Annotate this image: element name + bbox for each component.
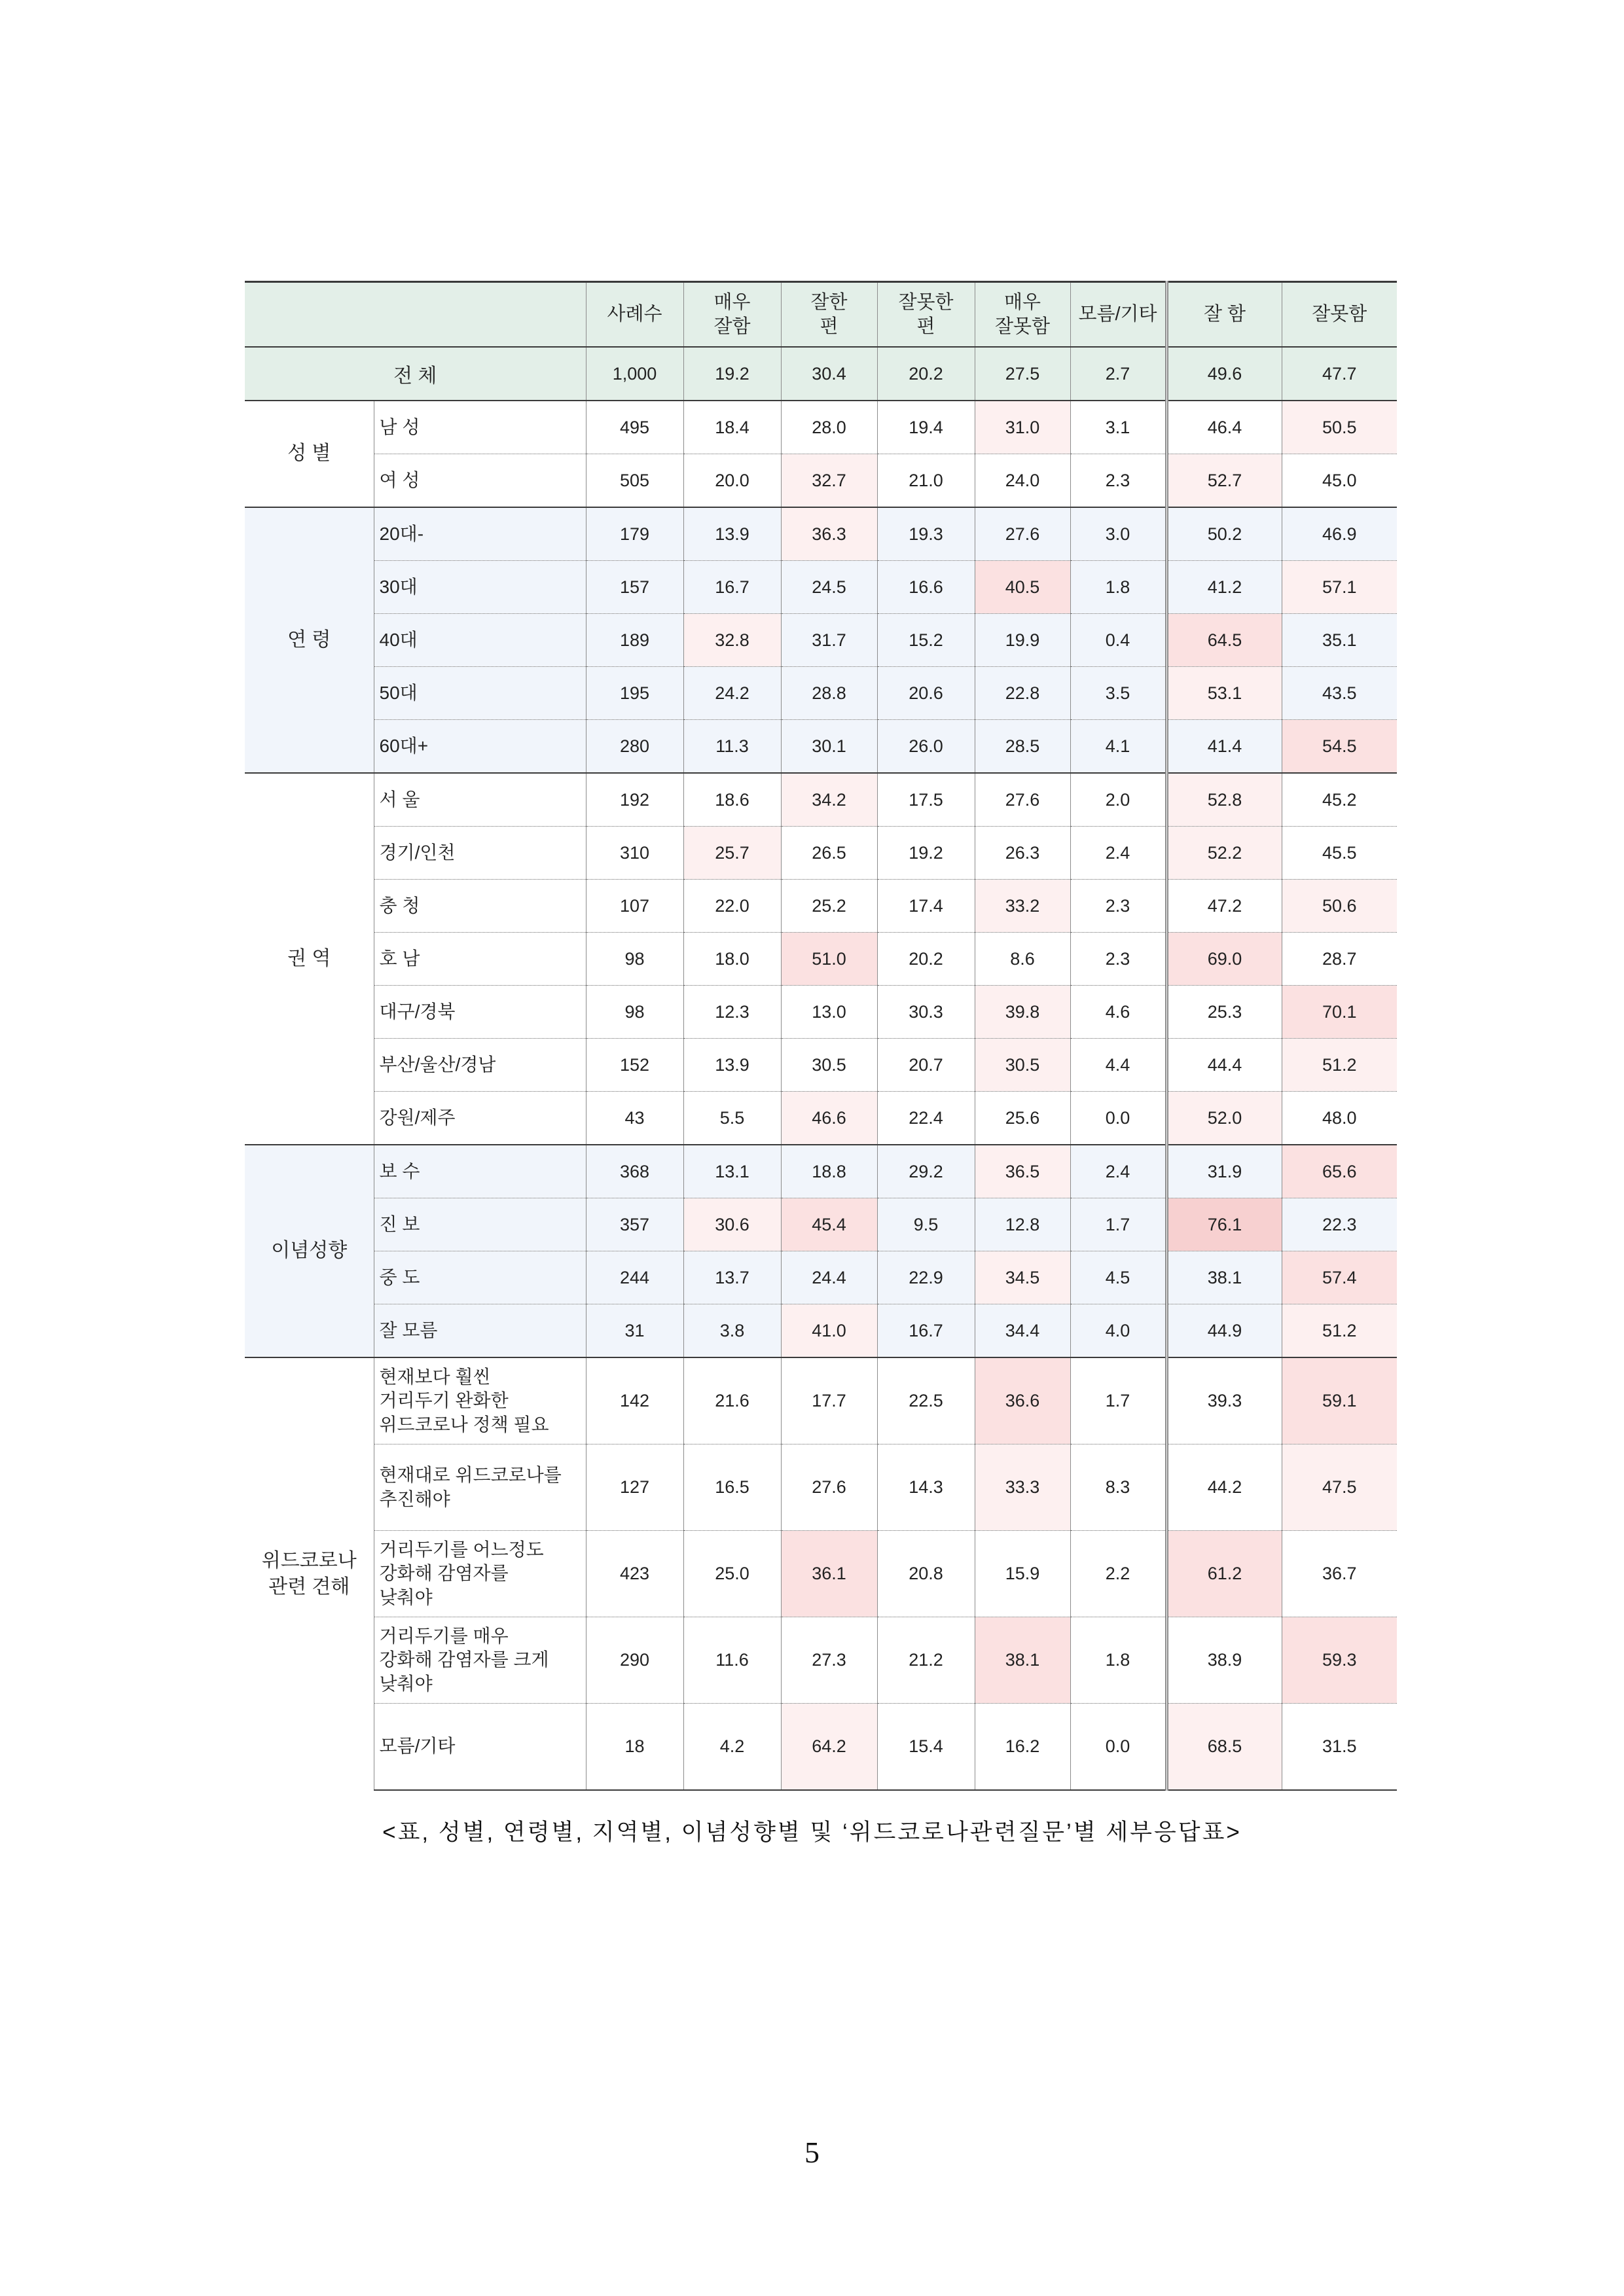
cell-dont-know: 8.3 <box>1070 1444 1166 1531</box>
cell-sample-size: 127 <box>586 1444 683 1531</box>
cell-poor-total: 31.5 <box>1282 1704 1397 1791</box>
row-label: 남 성 <box>374 401 586 454</box>
cell-somewhat-poor: 19.3 <box>877 507 975 561</box>
group-label: 위드코로나 관련 견해 <box>245 1357 374 1790</box>
cell-dont-know: 4.6 <box>1070 986 1166 1039</box>
cell-dont-know: 0.4 <box>1070 614 1166 667</box>
cell-sample-size: 179 <box>586 507 683 561</box>
cell-somewhat-good: 24.4 <box>781 1251 877 1304</box>
cell-very-good: 13.9 <box>683 507 781 561</box>
table-row <box>245 773 1397 827</box>
cell-very-good: 4.2 <box>683 1704 781 1791</box>
column-header-very-poor: 매우 잘못함 <box>975 282 1070 348</box>
cell-very-poor: 40.5 <box>975 561 1070 614</box>
cell-poor-total: 54.5 <box>1282 720 1397 774</box>
cell-somewhat-poor: 15.2 <box>877 614 975 667</box>
cell-very-poor: 33.3 <box>975 1444 1070 1531</box>
group-label: 연 령 <box>245 507 374 773</box>
table-row <box>245 561 1397 614</box>
group-label: 이념성향 <box>245 1145 374 1357</box>
cell-poor-total: 43.5 <box>1282 667 1397 720</box>
cell-very-poor: 27.6 <box>975 773 1070 827</box>
cell-poor-total: 35.1 <box>1282 614 1397 667</box>
cell-good-total: 44.2 <box>1166 1444 1282 1531</box>
cell-sample-size: 244 <box>586 1251 683 1304</box>
cell-very-poor: 24.0 <box>975 454 1070 508</box>
cell-somewhat-good: 45.4 <box>781 1198 877 1251</box>
cell-somewhat-poor: 29.2 <box>877 1145 975 1198</box>
cell-poor-total: 48.0 <box>1282 1092 1397 1145</box>
cell-sample-size: 280 <box>586 720 683 774</box>
cell-dont-know: 3.1 <box>1070 401 1166 454</box>
cell-somewhat-good: 36.1 <box>781 1531 877 1617</box>
cell-very-good: 25.0 <box>683 1531 781 1617</box>
row-label: 진 보 <box>374 1198 586 1251</box>
cell-somewhat-poor: 9.5 <box>877 1198 975 1251</box>
row-label: 40대 <box>374 614 586 667</box>
table-row <box>245 880 1397 933</box>
cell-sample-size: 107 <box>586 880 683 933</box>
cell-poor-total: 59.3 <box>1282 1617 1397 1704</box>
table-row <box>245 933 1397 986</box>
cell-poor-total: 36.7 <box>1282 1531 1397 1617</box>
cell-good-total: 64.5 <box>1166 614 1282 667</box>
table-row <box>245 1198 1397 1251</box>
cell-very-good: 22.0 <box>683 880 781 933</box>
cell-sample-size: 1,000 <box>586 347 683 401</box>
cell-somewhat-good: 26.5 <box>781 827 877 880</box>
cell-somewhat-good: 36.3 <box>781 507 877 561</box>
cell-poor-total: 45.2 <box>1282 773 1397 827</box>
cell-poor-total: 51.2 <box>1282 1039 1397 1092</box>
cell-poor-total: 47.5 <box>1282 1444 1397 1531</box>
cell-sample-size: 31 <box>586 1304 683 1358</box>
row-label: 경기/인천 <box>374 827 586 880</box>
cell-very-good: 18.4 <box>683 401 781 454</box>
cell-sample-size: 505 <box>586 454 683 508</box>
cell-somewhat-good: 24.5 <box>781 561 877 614</box>
cell-good-total: 50.2 <box>1166 507 1282 561</box>
cell-somewhat-good: 64.2 <box>781 1704 877 1791</box>
cell-very-good: 16.7 <box>683 561 781 614</box>
cell-sample-size: 189 <box>586 614 683 667</box>
table-row <box>245 1704 1397 1791</box>
cell-sample-size: 357 <box>586 1198 683 1251</box>
cell-dont-know: 2.4 <box>1070 1145 1166 1198</box>
cell-somewhat-good: 41.0 <box>781 1304 877 1358</box>
cell-dont-know: 2.3 <box>1070 933 1166 986</box>
row-label: 서 울 <box>374 773 586 827</box>
cell-sample-size: 98 <box>586 933 683 986</box>
table-row <box>245 614 1397 667</box>
row-label: 중 도 <box>374 1251 586 1304</box>
row-label: 호 남 <box>374 933 586 986</box>
row-label: 잘 모름 <box>374 1304 586 1358</box>
cell-somewhat-good: 30.4 <box>781 347 877 401</box>
cell-very-poor: 12.8 <box>975 1198 1070 1251</box>
table-row <box>245 1531 1397 1617</box>
cell-somewhat-good: 28.0 <box>781 401 877 454</box>
cell-very-good: 16.5 <box>683 1444 781 1531</box>
cell-poor-total: 47.7 <box>1282 347 1397 401</box>
cell-very-poor: 30.5 <box>975 1039 1070 1092</box>
table-row <box>245 454 1397 508</box>
response-breakdown-table <box>245 281 1397 1791</box>
cell-sample-size: 310 <box>586 827 683 880</box>
cell-somewhat-good: 30.1 <box>781 720 877 774</box>
cell-somewhat-poor: 20.2 <box>877 933 975 986</box>
cell-sample-size: 195 <box>586 667 683 720</box>
table-row <box>245 827 1397 880</box>
cell-somewhat-good: 34.2 <box>781 773 877 827</box>
cell-sample-size: 142 <box>586 1357 683 1444</box>
cell-somewhat-good: 18.8 <box>781 1145 877 1198</box>
total-row-label: 전 체 <box>245 347 586 401</box>
cell-somewhat-poor: 30.3 <box>877 986 975 1039</box>
cell-very-good: 24.2 <box>683 667 781 720</box>
cell-sample-size: 368 <box>586 1145 683 1198</box>
cell-somewhat-good: 17.7 <box>781 1357 877 1444</box>
cell-somewhat-good: 31.7 <box>781 614 877 667</box>
cell-very-good: 13.9 <box>683 1039 781 1092</box>
table-row <box>245 1444 1397 1531</box>
cell-somewhat-poor: 20.7 <box>877 1039 975 1092</box>
group-label: 성 별 <box>245 401 374 507</box>
cell-good-total: 52.8 <box>1166 773 1282 827</box>
group-label: 권 역 <box>245 773 374 1145</box>
cell-somewhat-good: 13.0 <box>781 986 877 1039</box>
table-row <box>245 1039 1397 1092</box>
cell-very-poor: 34.4 <box>975 1304 1070 1358</box>
cell-sample-size: 157 <box>586 561 683 614</box>
cell-poor-total: 28.7 <box>1282 933 1397 986</box>
cell-somewhat-poor: 16.7 <box>877 1304 975 1358</box>
cell-somewhat-poor: 22.5 <box>877 1357 975 1444</box>
cell-dont-know: 1.7 <box>1070 1198 1166 1251</box>
cell-somewhat-poor: 14.3 <box>877 1444 975 1531</box>
cell-dont-know: 1.7 <box>1070 1357 1166 1444</box>
cell-somewhat-good: 25.2 <box>781 880 877 933</box>
cell-dont-know: 4.4 <box>1070 1039 1166 1092</box>
cell-sample-size: 495 <box>586 401 683 454</box>
cell-good-total: 68.5 <box>1166 1704 1282 1791</box>
cell-very-poor: 19.9 <box>975 614 1070 667</box>
cell-somewhat-poor: 19.2 <box>877 827 975 880</box>
cell-very-poor: 36.6 <box>975 1357 1070 1444</box>
cell-very-poor: 28.5 <box>975 720 1070 774</box>
total-row <box>245 347 1397 401</box>
table-caption: <표, 성별, 연령별, 지역별, 이념성향별 및 ‘위드코로나관련질문’별 세부응답표> <box>382 1820 1242 1845</box>
cell-poor-total: 45.0 <box>1282 454 1397 508</box>
cell-somewhat-good: 27.6 <box>781 1444 877 1531</box>
cell-very-poor: 27.6 <box>975 507 1070 561</box>
cell-dont-know: 2.3 <box>1070 454 1166 508</box>
column-header-very-good: 매우 잘함 <box>683 282 781 348</box>
cell-somewhat-poor: 20.8 <box>877 1531 975 1617</box>
table-row <box>245 1251 1397 1304</box>
cell-sample-size: 98 <box>586 986 683 1039</box>
cell-somewhat-poor: 19.4 <box>877 401 975 454</box>
cell-poor-total: 50.6 <box>1282 880 1397 933</box>
column-header-good-total: 잘 함 <box>1166 282 1282 348</box>
cell-dont-know: 0.0 <box>1070 1704 1166 1791</box>
cell-sample-size: 290 <box>586 1617 683 1704</box>
cell-good-total: 46.4 <box>1166 401 1282 454</box>
cell-good-total: 52.2 <box>1166 827 1282 880</box>
cell-very-poor: 27.5 <box>975 347 1070 401</box>
column-header-poor-total: 잘못함 <box>1282 282 1397 348</box>
cell-poor-total: 57.1 <box>1282 561 1397 614</box>
cell-poor-total: 57.4 <box>1282 1251 1397 1304</box>
cell-dont-know: 2.7 <box>1070 347 1166 401</box>
cell-dont-know: 2.3 <box>1070 880 1166 933</box>
cell-dont-know: 1.8 <box>1070 1617 1166 1704</box>
cell-somewhat-good: 32.7 <box>781 454 877 508</box>
cell-somewhat-poor: 15.4 <box>877 1704 975 1791</box>
table-row <box>245 720 1397 774</box>
cell-very-poor: 34.5 <box>975 1251 1070 1304</box>
cell-good-total: 38.9 <box>1166 1617 1282 1704</box>
cell-very-good: 12.3 <box>683 986 781 1039</box>
cell-dont-know: 1.8 <box>1070 561 1166 614</box>
cell-poor-total: 46.9 <box>1282 507 1397 561</box>
cell-very-good: 20.0 <box>683 454 781 508</box>
cell-very-good: 13.7 <box>683 1251 781 1304</box>
cell-good-total: 25.3 <box>1166 986 1282 1039</box>
cell-dont-know: 2.0 <box>1070 773 1166 827</box>
table-header <box>245 282 1397 348</box>
table-row <box>245 1617 1397 1704</box>
cell-very-poor: 22.8 <box>975 667 1070 720</box>
row-label: 거리두기를 매우 강화해 감염자를 크게 낮춰야 <box>374 1617 586 1704</box>
row-label: 여 성 <box>374 454 586 508</box>
table-row <box>245 1357 1397 1444</box>
cell-dont-know: 3.0 <box>1070 507 1166 561</box>
table-body <box>245 347 1397 1790</box>
cell-very-good: 11.6 <box>683 1617 781 1704</box>
cell-poor-total: 70.1 <box>1282 986 1397 1039</box>
cell-somewhat-poor: 22.9 <box>877 1251 975 1304</box>
cell-very-good: 3.8 <box>683 1304 781 1358</box>
cell-somewhat-poor: 26.0 <box>877 720 975 774</box>
cell-good-total: 52.7 <box>1166 454 1282 508</box>
table-row <box>245 667 1397 720</box>
cell-poor-total: 22.3 <box>1282 1198 1397 1251</box>
cell-somewhat-good: 46.6 <box>781 1092 877 1145</box>
cell-dont-know: 0.0 <box>1070 1092 1166 1145</box>
table-row <box>245 1092 1397 1145</box>
row-label: 강원/제주 <box>374 1092 586 1145</box>
cell-good-total: 41.4 <box>1166 720 1282 774</box>
cell-good-total: 44.4 <box>1166 1039 1282 1092</box>
cell-very-good: 18.6 <box>683 773 781 827</box>
row-label: 부산/울산/경남 <box>374 1039 586 1092</box>
cell-sample-size: 18 <box>586 1704 683 1791</box>
cell-very-good: 32.8 <box>683 614 781 667</box>
cell-very-poor: 36.5 <box>975 1145 1070 1198</box>
row-label: 현재보다 훨씬 거리두기 완화한 위드코로나 정책 필요 <box>374 1357 586 1444</box>
cell-poor-total: 50.5 <box>1282 401 1397 454</box>
cell-very-good: 11.3 <box>683 720 781 774</box>
cell-good-total: 41.2 <box>1166 561 1282 614</box>
cell-somewhat-poor: 17.5 <box>877 773 975 827</box>
cell-sample-size: 152 <box>586 1039 683 1092</box>
cell-poor-total: 45.5 <box>1282 827 1397 880</box>
cell-very-good: 30.6 <box>683 1198 781 1251</box>
cell-good-total: 49.6 <box>1166 347 1282 401</box>
cell-somewhat-poor: 21.0 <box>877 454 975 508</box>
cell-poor-total: 65.6 <box>1282 1145 1397 1198</box>
table-row <box>245 507 1397 561</box>
cell-sample-size: 192 <box>586 773 683 827</box>
row-label: 현재대로 위드코로나를 추진해야 <box>374 1444 586 1531</box>
cell-somewhat-poor: 21.2 <box>877 1617 975 1704</box>
cell-very-poor: 15.9 <box>975 1531 1070 1617</box>
cell-very-good: 13.1 <box>683 1145 781 1198</box>
cell-good-total: 44.9 <box>1166 1304 1282 1358</box>
cell-somewhat-good: 51.0 <box>781 933 877 986</box>
header-blank-cell <box>245 282 586 348</box>
cell-somewhat-good: 30.5 <box>781 1039 877 1092</box>
cell-dont-know: 3.5 <box>1070 667 1166 720</box>
cell-somewhat-poor: 17.4 <box>877 880 975 933</box>
cell-good-total: 76.1 <box>1166 1198 1282 1251</box>
table-row <box>245 986 1397 1039</box>
cell-dont-know: 4.0 <box>1070 1304 1166 1358</box>
column-header-dont-know: 모름/기타 <box>1070 282 1166 348</box>
column-header-somewhat-poor: 잘못한 편 <box>877 282 975 348</box>
cell-somewhat-poor: 22.4 <box>877 1092 975 1145</box>
cell-very-good: 21.6 <box>683 1357 781 1444</box>
row-label: 50대 <box>374 667 586 720</box>
table-row <box>245 401 1397 454</box>
table-row <box>245 1145 1397 1198</box>
cell-good-total: 52.0 <box>1166 1092 1282 1145</box>
cell-somewhat-poor: 16.6 <box>877 561 975 614</box>
cell-dont-know: 2.2 <box>1070 1531 1166 1617</box>
cell-sample-size: 43 <box>586 1092 683 1145</box>
cell-somewhat-good: 28.8 <box>781 667 877 720</box>
row-label: 20대- <box>374 507 586 561</box>
column-header-sample-size: 사례수 <box>586 282 683 348</box>
cell-dont-know: 2.4 <box>1070 827 1166 880</box>
cell-dont-know: 4.1 <box>1070 720 1166 774</box>
cell-very-poor: 39.8 <box>975 986 1070 1039</box>
page-number: 5 <box>804 2136 820 2169</box>
cell-very-poor: 26.3 <box>975 827 1070 880</box>
cell-very-poor: 25.6 <box>975 1092 1070 1145</box>
cell-very-poor: 8.6 <box>975 933 1070 986</box>
row-label: 보 수 <box>374 1145 586 1198</box>
cell-very-good: 18.0 <box>683 933 781 986</box>
header-row <box>245 282 1397 348</box>
cell-good-total: 69.0 <box>1166 933 1282 986</box>
cell-very-poor: 31.0 <box>975 401 1070 454</box>
cell-very-good: 5.5 <box>683 1092 781 1145</box>
cell-very-poor: 33.2 <box>975 880 1070 933</box>
cell-very-good: 19.2 <box>683 347 781 401</box>
cell-sample-size: 423 <box>586 1531 683 1617</box>
cell-very-poor: 16.2 <box>975 1704 1070 1791</box>
cell-somewhat-poor: 20.6 <box>877 667 975 720</box>
cell-very-good: 25.7 <box>683 827 781 880</box>
row-label: 모름/기타 <box>374 1704 586 1791</box>
row-label: 30대 <box>374 561 586 614</box>
cell-poor-total: 59.1 <box>1282 1357 1397 1444</box>
cell-good-total: 39.3 <box>1166 1357 1282 1444</box>
cell-good-total: 31.9 <box>1166 1145 1282 1198</box>
cell-good-total: 47.2 <box>1166 880 1282 933</box>
cell-poor-total: 51.2 <box>1282 1304 1397 1358</box>
row-label: 충 청 <box>374 880 586 933</box>
cell-good-total: 38.1 <box>1166 1251 1282 1304</box>
cell-good-total: 53.1 <box>1166 667 1282 720</box>
cell-very-poor: 38.1 <box>975 1617 1070 1704</box>
row-label: 대구/경북 <box>374 986 586 1039</box>
row-label: 거리두기를 어느정도 강화해 감염자를 낮춰야 <box>374 1531 586 1617</box>
cell-somewhat-poor: 20.2 <box>877 347 975 401</box>
table-row <box>245 1304 1397 1358</box>
cell-somewhat-good: 27.3 <box>781 1617 877 1704</box>
row-label: 60대+ <box>374 720 586 774</box>
column-header-somewhat-good: 잘한 편 <box>781 282 877 348</box>
cell-good-total: 61.2 <box>1166 1531 1282 1617</box>
cell-dont-know: 4.5 <box>1070 1251 1166 1304</box>
